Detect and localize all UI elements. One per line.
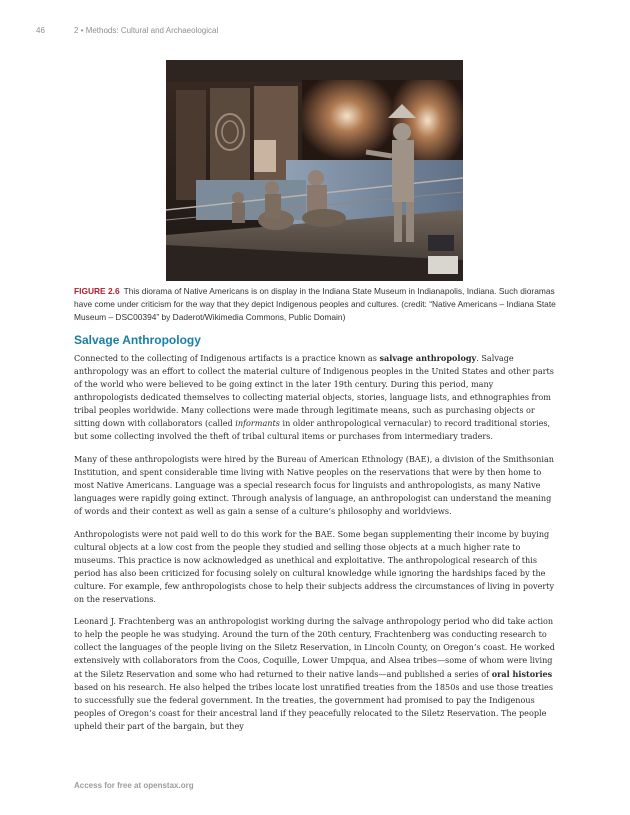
paragraph-1: Connected to the collecting of Indigenous artifacts is a practice known as salvage anthropology. Salvage anthropology was an effort to collect the material culture of Indigenous peoples in the United States and other parts of the world who were believed to be going extinct in the later 19th century. During this period, many anthropologists dedicated themselves to collecting material objects, stories, language lists, and ethnographies from tribal peoples worldwide. Many collections were made through legitimate means, such as purchasing objects or sitting down with collaborators (called informants in older anthropological vernacular) to record traditional stories, but some collecting involved the theft of tribal cultural items or purchases from intermediary traders. (74, 353, 554, 442)
paragraph-2: Many of these anthropologists were hired by the Bureau of American Ethnology (BAE), a division of the Smithsonian Institution, and spent considerable time living with Native peoples on the reservations that were by then home to most Native Americans. Language was a special research focus for linguists and anthropologists, as many Native languages were rapidly going extinct. Through analysis of language, an anthropologist can understand the meaning of words and their context as well as gain a sense of a culture’s philosophy and worldviews. (74, 453, 554, 517)
page-number: 46 (36, 26, 45, 35)
paragraph-4: Leonard J. Frachtenberg was an anthropologist working during the salvage anthropology period who did take action to help the people he was studying. Around the turn of the 20th century, Frachtenberg was conducting research to collect the languages of the people living on the Siletz Reservation, in Lincoln County, on Oregon’s coast. He worked extensively with collaborators from the Coos, Coquille, Lower Umpqua, and Alsea tribes—some of whom were living at the Siletz Reservation and some who had returned to their native lands—and published a series of oral histories based on his research. He also helped the tribes locate lost unratified treaties from the 1850s and use those treaties to successfully sue the federal government. In the treaties, the government had promised to pay the Indigenous peoples of Oregon’s coast for their ancestral land if they peacefully relocated to the Siletz Reservation. The people upheld their part of the bargain, but they (74, 616, 555, 731)
body-text (74, 352, 559, 742)
running-header (36, 26, 594, 38)
term-informants: informants (235, 418, 280, 429)
figure-label: FIGURE 2.6 (74, 286, 120, 296)
figure-caption (74, 285, 560, 324)
chapter-title: 2 • Methods: Cultural and Archaeological (74, 26, 219, 35)
paragraph-3: Anthropologists were not paid well to do this work for the BAE. Some began supplementing their income by buying cultural objects at a low cost from the people they studied and selling those objects at a much higher rate to museums. This practice is now acknowledged as unethical and exploitative. The anthropological research of this period has also been criticized for focusing solely on cultural knowledge while ignoring the hardships faced by the culture. For example, few anthropologists chose to help their subjects address the circumstances of living in poverty on the reservations. (74, 528, 555, 604)
term-salvage-anthropology: salvage anthropology (379, 353, 477, 363)
diorama-photo (166, 60, 463, 281)
footer-link[interactable]: Access for free at openstax.org (74, 781, 194, 790)
term-oral-histories: oral histories (491, 668, 553, 679)
figure-caption-text: This diorama of Native Americans is on display in the Indiana State Museum in Indianapolis, Indiana. Such dioramas have come under criticism for the way that they depict Indigenous peoples and cultures. (credit: “Native Americans – Indiana State Museum – DSC00394” by Daderot/Wikimedia Commons, Public Domain) (74, 286, 556, 322)
section-heading: Salvage Anthropology (74, 333, 201, 347)
